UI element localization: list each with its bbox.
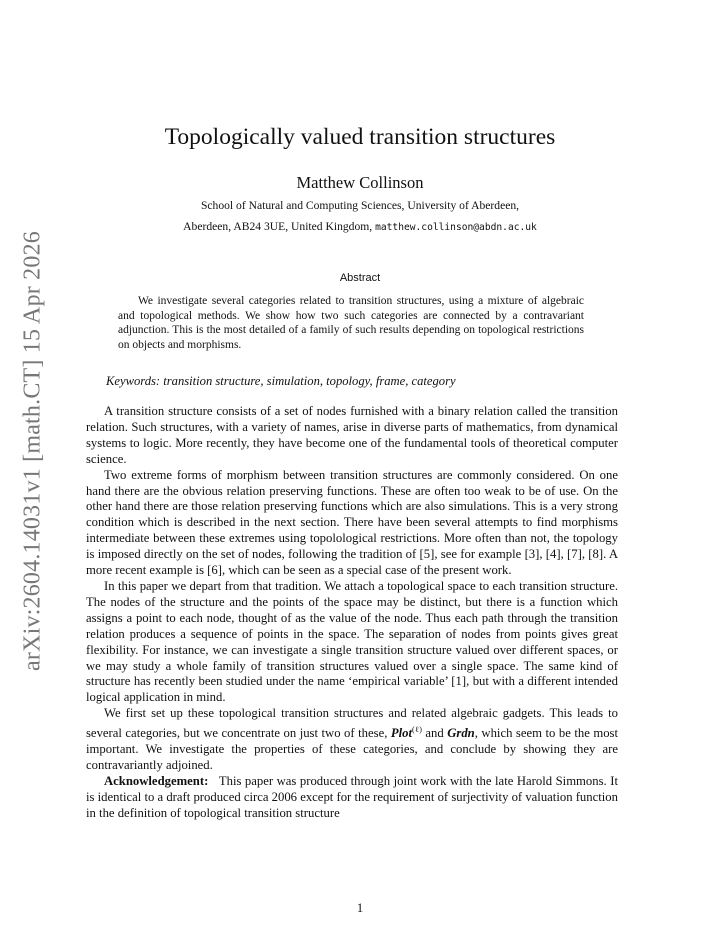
paragraph-overview: [86, 706, 618, 774]
paragraph-morphisms: Two extreme forms of morphism between transition structures are commonly considered. On one hand there are the obvious relation preserving functions. These are often too weak to be of use. On the other hand there are those relation preserving functions which are also simulations. This is a very strong condition which is described in the next section. There have been several attempts to find morphisms intermediate between these extremes using topolological restrictions. More often than not, the topology is imposed directly on the set of nodes, following the tradition of [5], see for example [3], [4], [7], [8]. A more recent example is [6], which can be seen as a special case of the present work.: [86, 467, 618, 578]
keywords-line: Keywords: transition structure, simulation, topology, frame, category: [106, 374, 456, 388]
overview-and: and: [425, 726, 444, 741]
paper-title: Topologically valued transition structures: [164, 124, 556, 150]
arxiv-identifier-stamp: [18, 231, 48, 671]
abstract-heading: Abstract: [339, 272, 381, 284]
affiliation-line-1: School of Natural and Computing Sciences, University of Aberdeen,: [200, 199, 520, 212]
page-number: 1: [356, 901, 364, 915]
arxiv-identifier-text: arXiv:2604.14031v1 [math.CT] 15 Apr 2026: [19, 231, 46, 671]
affiliation-line-2: [0, 220, 720, 233]
affiliation-address: Aberdeen, AB24 3UE, United Kingdom,: [183, 220, 373, 233]
category-grdn: Grdn: [447, 726, 475, 741]
acknowledgement-text: This paper was produced through joint work with the late Harold Simmons. It is identical to a draft produced circa 2006 except for the requirement of surjectivity of valuation function in the definition of topological transition structure: [86, 773, 618, 820]
author-name: Matthew Collinson: [296, 173, 424, 192]
paragraph-acknowledgement: [86, 774, 618, 822]
abstract-text: We investigate several categories related to transition structures, using a mixture of algebraic and topological methods. We show how two such categories are connected by a contravariant adjunction. This is the most detailed of a family of such results depending on topological restrictions on objects and morphisms.: [118, 295, 584, 351]
acknowledgement-label: Acknowledgement:: [104, 773, 209, 788]
author-email: matthew.collinson@abdn.ac.uk: [375, 222, 537, 233]
paragraph-introduction: A transition structure consists of a set of nodes furnished with a binary relation called the transition relation. Such structures, with a variety of names, arise in diverse parts of mathematics, from dynamical systems to logic. More recently, they have become one of the fundamental tools of theoretical computer science.: [86, 404, 618, 466]
overview-text-start: We first set up these topological transition structures and related algebraic gadgets. This leads to several categories, but we concentrate on just two of these,: [86, 706, 618, 741]
overview-text-end: , which seem to be the most important. We investigate the properties of these categories, and conclude by showing they are contravariantly adjoined.: [86, 726, 619, 772]
paragraph-approach: In this paper we depart from that tradition. We attach a topological space to each transition structure. The nodes of the structure and the points of the space may be distinct, but there is a function which assigns a point to each node, thought of as the value of the node. Thus each path through the transition relation produces a sequence of points in the space. The separation of nodes from points gives great flexibility. For instance, we can investigate a single transition structure valued over different spaces, or we may study a whole family of transition structures valued over a single space. The same kind of structure has recently been studied under the name ‘empirical variable’ [1], but with a different intended logical application in mind.: [86, 578, 618, 705]
category-plot: Plot: [390, 726, 413, 741]
body-text: [86, 404, 618, 822]
category-plot-superscript: (ℓ): [412, 725, 422, 735]
